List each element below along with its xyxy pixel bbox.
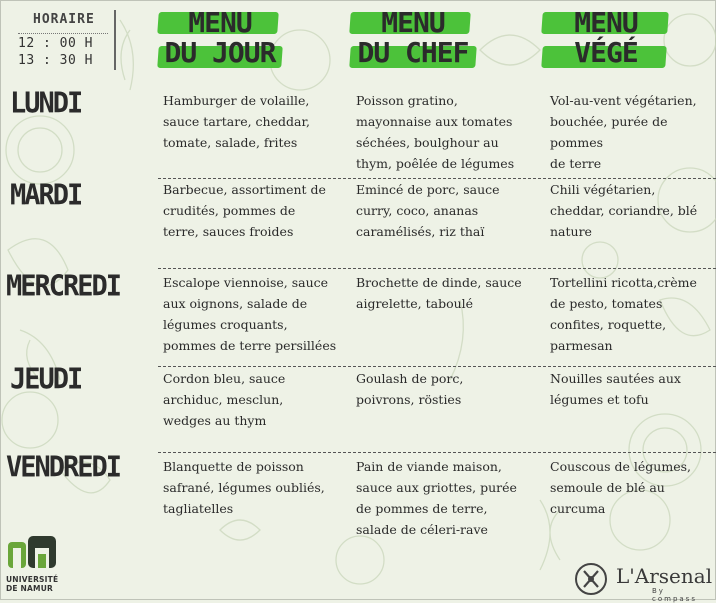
header-menu-du-chef bbox=[350, 8, 476, 68]
restaurant-name: L'Arsenal bbox=[616, 564, 713, 588]
day-label-vendredi: VENDREDI bbox=[6, 451, 121, 484]
menu-line: tomate, salade, frites bbox=[163, 135, 298, 150]
menu-line: bouchée, purée de pommes bbox=[550, 114, 668, 150]
schedule-box bbox=[18, 10, 116, 70]
menu-line: wedges au thym bbox=[163, 413, 267, 428]
header-menu-vege bbox=[542, 8, 670, 68]
menu-cell-mardi-jour bbox=[163, 179, 326, 242]
larsenal-logo bbox=[574, 560, 714, 603]
menu-cell-mardi-chef bbox=[356, 179, 500, 242]
menu-line: crudités, pommes de bbox=[163, 203, 296, 218]
row-divider bbox=[158, 366, 716, 367]
menu-line: thym, poêlée de légumes bbox=[356, 156, 515, 171]
menu-cell-lundi-vege bbox=[550, 90, 716, 174]
menu-cell-mercredi-chef bbox=[356, 272, 522, 314]
menu-line: Couscous de légumes, bbox=[550, 459, 691, 474]
menu-line: légumes et tofu bbox=[550, 392, 649, 407]
menu-line: curry, coco, ananas bbox=[356, 203, 479, 218]
menu-line: Goulash de porc, bbox=[356, 371, 464, 386]
header-line1: MENU bbox=[188, 6, 252, 39]
menu-line: Chili végétarien, bbox=[550, 182, 656, 197]
menu-line: Poisson gratino, bbox=[356, 93, 458, 108]
menu-cell-vendredi-jour bbox=[163, 456, 325, 519]
menu-line: séchées, boulghour au bbox=[356, 135, 499, 150]
day-label-lundi: LUNDI bbox=[10, 87, 82, 120]
university-name-line1: UNIVERSITÉ bbox=[6, 575, 59, 584]
menu-line: tagliatelles bbox=[163, 501, 234, 516]
restaurant-tagline: By compass bbox=[652, 587, 697, 603]
menu-line: légumes croquants, bbox=[163, 317, 288, 332]
menu-line: caramélisés, riz thaï bbox=[356, 224, 485, 239]
menu-line: Brochette de dinde, sauce bbox=[356, 275, 522, 290]
menu-line: parmesan bbox=[550, 338, 613, 353]
menu-line: aux oignons, salade de bbox=[163, 296, 308, 311]
menu-line: Tortellini ricotta,crème bbox=[550, 275, 697, 290]
menu-cell-vendredi-chef bbox=[356, 456, 517, 540]
menu-line: safrané, légumes oubliés, bbox=[163, 480, 325, 495]
menu-line: Nouilles sautées aux bbox=[550, 371, 681, 386]
menu-line: nature bbox=[550, 224, 592, 239]
menu-line: poivrons, rösties bbox=[356, 392, 462, 407]
menu-line: sauce tartare, cheddar, bbox=[163, 114, 311, 129]
header-line2: DU JOUR bbox=[164, 36, 276, 69]
menu-cell-jeudi-chef bbox=[356, 368, 463, 410]
menu-line: de terre bbox=[550, 156, 602, 171]
menu-line: de pesto, tomates bbox=[550, 296, 663, 311]
unamur-mark-icon bbox=[8, 534, 58, 570]
header-menu-du-jour bbox=[158, 8, 282, 68]
menu-cell-lundi-jour bbox=[163, 90, 310, 153]
menu-line: terre, sauces froides bbox=[163, 224, 294, 239]
header-line2: VÉGÉ bbox=[574, 36, 638, 69]
menu-cell-jeudi-jour bbox=[163, 368, 285, 431]
menu-cell-mardi-vege bbox=[550, 179, 697, 242]
menu-line: Pain de viande maison, bbox=[356, 459, 502, 474]
menu-line: pommes de terre persillées bbox=[163, 338, 337, 353]
menu-cell-jeudi-vege bbox=[550, 368, 681, 410]
header-line1: MENU bbox=[574, 6, 638, 39]
menu-line: sauce aux griottes, purée bbox=[356, 480, 517, 495]
day-label-mercredi: MERCREDI bbox=[6, 270, 121, 303]
row-divider bbox=[158, 268, 716, 269]
menu-line: Escalope viennoise, sauce bbox=[163, 275, 329, 290]
day-label-jeudi: JEUDI bbox=[10, 363, 82, 396]
menu-cell-mercredi-vege bbox=[550, 272, 697, 356]
schedule-end-time: 13 : 30 H bbox=[18, 53, 93, 68]
menu-line: Vol-au-vent végétarien, bbox=[550, 93, 697, 108]
schedule-start-time: 12 : 00 H bbox=[18, 36, 93, 51]
menu-cell-vendredi-vege bbox=[550, 456, 691, 519]
menu-line: aigrelette, taboulé bbox=[356, 296, 474, 311]
fork-knife-badge-icon bbox=[574, 562, 608, 596]
header-line1: MENU bbox=[381, 6, 445, 39]
menu-line: curcuma bbox=[550, 501, 606, 516]
schedule-title: HORAIRE bbox=[33, 12, 95, 27]
menu-line: de pommes de terre, bbox=[356, 501, 488, 516]
menu-line: Cordon bleu, sauce bbox=[163, 371, 286, 386]
university-name-line2: DE NAMUR bbox=[6, 584, 53, 593]
schedule-divider bbox=[18, 33, 108, 35]
menu-line: Hamburger de volaille, bbox=[163, 93, 310, 108]
menu-line: cheddar, coriandre, blé bbox=[550, 203, 698, 218]
menu-line: semoule de blé au bbox=[550, 480, 665, 495]
menu-line: Blanquette de poisson bbox=[163, 459, 304, 474]
menu-line: Emincé de porc, sauce bbox=[356, 182, 500, 197]
university-of-namur-logo bbox=[6, 534, 66, 596]
header-line2: DU CHEF bbox=[357, 36, 469, 69]
menu-line: confites, roquette, bbox=[550, 317, 667, 332]
menu-line: salade de céleri-rave bbox=[356, 522, 488, 537]
menu-cell-mercredi-jour bbox=[163, 272, 336, 356]
menu-line: mayonnaise aux tomates bbox=[356, 114, 513, 129]
menu-line: archiduc, mesclun, bbox=[163, 392, 284, 407]
day-label-mardi: MARDI bbox=[10, 179, 82, 212]
row-divider bbox=[158, 452, 716, 453]
menu-cell-lundi-chef bbox=[356, 90, 514, 174]
menu-line: Barbecue, assortiment de bbox=[163, 182, 326, 197]
